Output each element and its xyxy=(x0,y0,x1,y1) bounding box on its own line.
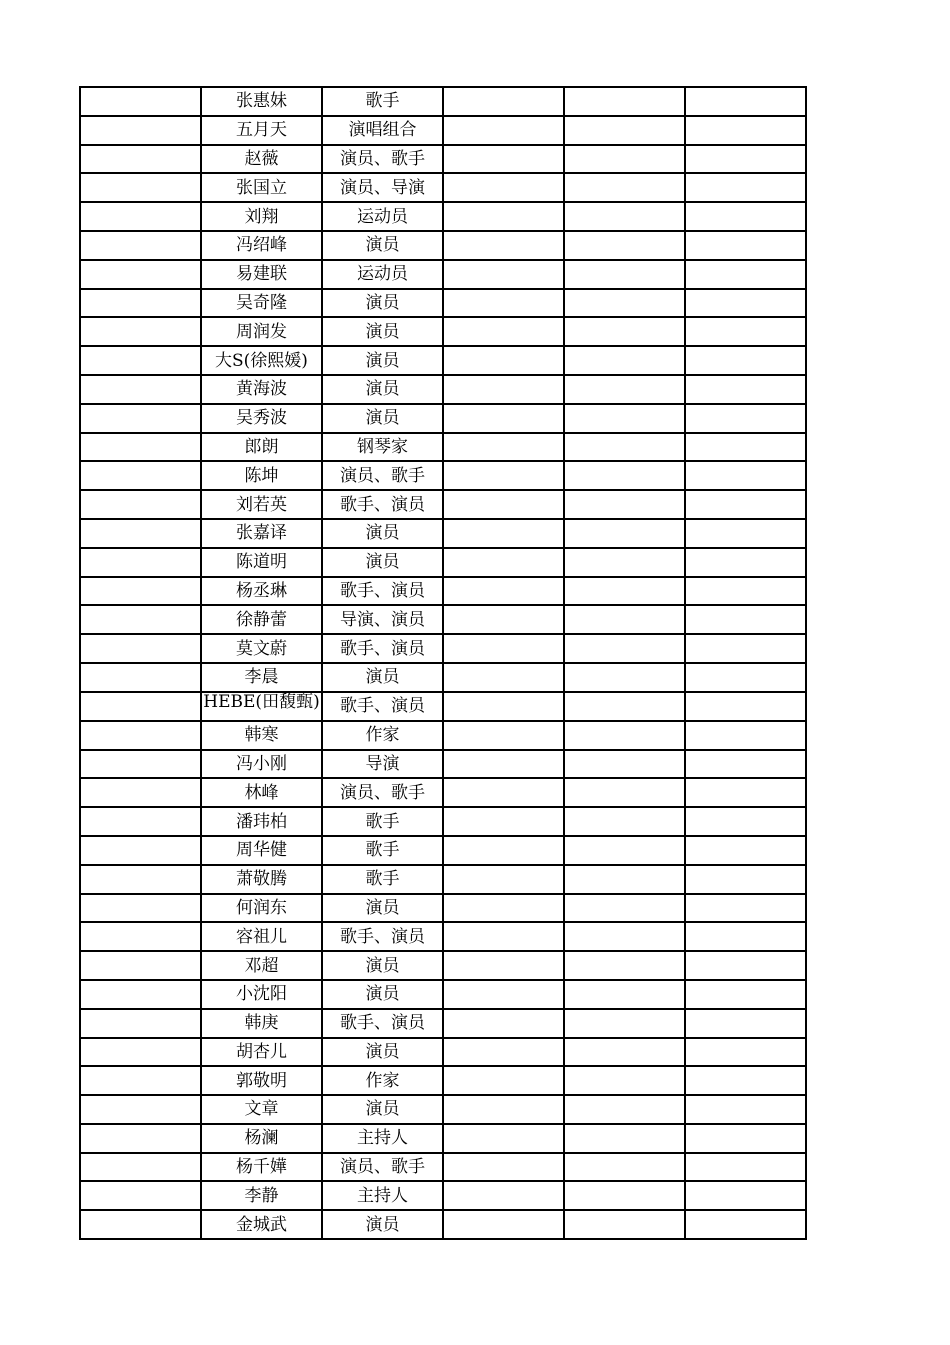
empty-cell[interactable] xyxy=(443,260,564,289)
empty-cell[interactable] xyxy=(443,1038,564,1067)
empty-cell[interactable] xyxy=(564,317,685,346)
empty-cell[interactable] xyxy=(80,807,201,836)
empty-cell[interactable] xyxy=(685,663,806,692)
table-row xyxy=(80,1210,806,1239)
empty-cell[interactable] xyxy=(564,548,685,577)
empty-cell[interactable] xyxy=(685,980,806,1009)
empty-cell[interactable] xyxy=(564,1095,685,1124)
empty-cell[interactable] xyxy=(443,433,564,462)
name-cell[interactable]: 周润发 xyxy=(201,317,322,346)
empty-cell[interactable] xyxy=(685,346,806,375)
empty-cell[interactable] xyxy=(80,1009,201,1038)
empty-cell[interactable] xyxy=(564,433,685,462)
empty-cell[interactable] xyxy=(80,145,201,174)
empty-cell[interactable] xyxy=(443,87,564,116)
empty-cell[interactable] xyxy=(564,663,685,692)
table-row xyxy=(80,548,806,577)
name-cell[interactable]: 冯小刚 xyxy=(201,750,322,779)
table-row xyxy=(80,750,806,779)
empty-cell[interactable] xyxy=(80,865,201,894)
empty-cell[interactable] xyxy=(80,692,201,721)
table-row xyxy=(80,289,806,318)
name-cell[interactable]: 吴秀波 xyxy=(201,404,322,433)
occupation-cell[interactable]: 导演 xyxy=(322,750,443,779)
table-row xyxy=(80,865,806,894)
empty-cell[interactable] xyxy=(685,922,806,951)
empty-cell[interactable] xyxy=(685,750,806,779)
empty-cell[interactable] xyxy=(564,634,685,663)
table-row xyxy=(80,202,806,231)
occupation-cell[interactable]: 演员 xyxy=(322,346,443,375)
empty-cell[interactable] xyxy=(564,836,685,865)
table-row xyxy=(80,692,806,721)
table-row xyxy=(80,663,806,692)
empty-cell[interactable] xyxy=(443,865,564,894)
table-row xyxy=(80,433,806,462)
empty-cell[interactable] xyxy=(443,461,564,490)
occupation-cell[interactable]: 演员、歌手 xyxy=(322,778,443,807)
table-row xyxy=(80,231,806,260)
occupation-cell[interactable]: 歌手、演员 xyxy=(322,922,443,951)
occupation-cell[interactable]: 歌手、演员 xyxy=(322,490,443,519)
empty-cell[interactable] xyxy=(685,145,806,174)
table-row xyxy=(80,1153,806,1182)
empty-cell[interactable] xyxy=(685,116,806,145)
name-cell[interactable]: 黄海波 xyxy=(201,375,322,404)
empty-cell[interactable] xyxy=(80,375,201,404)
empty-cell[interactable] xyxy=(685,778,806,807)
empty-cell[interactable] xyxy=(564,980,685,1009)
empty-cell[interactable] xyxy=(80,490,201,519)
empty-cell[interactable] xyxy=(685,865,806,894)
empty-cell[interactable] xyxy=(564,260,685,289)
occupation-cell[interactable]: 演员、歌手 xyxy=(322,461,443,490)
empty-cell[interactable] xyxy=(564,605,685,634)
empty-cell[interactable] xyxy=(80,663,201,692)
occupation-cell[interactable]: 歌手、演员 xyxy=(322,1009,443,1038)
empty-cell[interactable] xyxy=(443,519,564,548)
occupation-cell[interactable]: 歌手 xyxy=(322,865,443,894)
empty-cell[interactable] xyxy=(685,1124,806,1153)
table-row xyxy=(80,951,806,980)
empty-cell[interactable] xyxy=(564,1210,685,1239)
empty-cell[interactable] xyxy=(80,173,201,202)
empty-cell[interactable] xyxy=(443,116,564,145)
table-row xyxy=(80,87,806,116)
empty-cell[interactable] xyxy=(443,980,564,1009)
name-cell[interactable]: 郎朗 xyxy=(201,433,322,462)
occupation-cell[interactable]: 运动员 xyxy=(322,202,443,231)
empty-cell[interactable] xyxy=(443,836,564,865)
empty-cell[interactable] xyxy=(80,317,201,346)
empty-cell[interactable] xyxy=(443,721,564,750)
name-cell[interactable]: 韩庚 xyxy=(201,1009,322,1038)
name-cell[interactable]: 潘玮柏 xyxy=(201,807,322,836)
empty-cell[interactable] xyxy=(564,1066,685,1095)
table-row xyxy=(80,173,806,202)
empty-cell[interactable] xyxy=(685,173,806,202)
empty-cell[interactable] xyxy=(80,1095,201,1124)
name-cell[interactable]: 大S(徐熙媛) xyxy=(201,346,322,375)
empty-cell[interactable] xyxy=(443,605,564,634)
empty-cell[interactable] xyxy=(80,951,201,980)
table-row xyxy=(80,634,806,663)
name-cell[interactable]: 何润东 xyxy=(201,894,322,923)
empty-cell[interactable] xyxy=(685,1009,806,1038)
occupation-cell[interactable]: 演员 xyxy=(322,980,443,1009)
empty-cell[interactable] xyxy=(685,1210,806,1239)
table-row xyxy=(80,145,806,174)
empty-cell[interactable] xyxy=(443,577,564,606)
empty-cell[interactable] xyxy=(564,692,685,721)
empty-cell[interactable] xyxy=(685,721,806,750)
occupation-cell[interactable]: 演员 xyxy=(322,663,443,692)
empty-cell[interactable] xyxy=(443,1009,564,1038)
table-row xyxy=(80,605,806,634)
occupation-cell[interactable]: 演员 xyxy=(322,317,443,346)
occupation-cell[interactable]: 演员、歌手 xyxy=(322,145,443,174)
empty-cell[interactable] xyxy=(443,692,564,721)
empty-cell[interactable] xyxy=(443,894,564,923)
name-cell[interactable]: 张嘉译 xyxy=(201,519,322,548)
empty-cell[interactable] xyxy=(685,404,806,433)
occupation-cell[interactable]: 歌手 xyxy=(322,87,443,116)
name-cell[interactable]: 文章 xyxy=(201,1095,322,1124)
empty-cell[interactable] xyxy=(564,116,685,145)
empty-cell[interactable] xyxy=(80,980,201,1009)
empty-cell[interactable] xyxy=(443,404,564,433)
name-cell[interactable]: 杨千嬅 xyxy=(201,1153,322,1182)
empty-cell[interactable] xyxy=(80,750,201,779)
occupation-cell[interactable]: 歌手 xyxy=(322,807,443,836)
empty-cell[interactable] xyxy=(80,1066,201,1095)
empty-cell[interactable] xyxy=(564,87,685,116)
table-row xyxy=(80,1095,806,1124)
empty-cell[interactable] xyxy=(564,404,685,433)
empty-cell[interactable] xyxy=(685,461,806,490)
empty-cell[interactable] xyxy=(443,490,564,519)
empty-cell[interactable] xyxy=(685,1066,806,1095)
empty-cell[interactable] xyxy=(564,461,685,490)
table-row xyxy=(80,577,806,606)
empty-cell[interactable] xyxy=(564,1153,685,1182)
empty-cell[interactable] xyxy=(80,778,201,807)
name-cell[interactable]: 刘翔 xyxy=(201,202,322,231)
empty-cell[interactable] xyxy=(685,1181,806,1210)
name-cell[interactable]: 胡杏儿 xyxy=(201,1038,322,1067)
occupation-cell[interactable]: 演唱组合 xyxy=(322,116,443,145)
occupation-cell[interactable]: 导演、演员 xyxy=(322,605,443,634)
empty-cell[interactable] xyxy=(564,173,685,202)
name-cell[interactable]: 刘若英 xyxy=(201,490,322,519)
table-row xyxy=(80,980,806,1009)
empty-cell[interactable] xyxy=(685,577,806,606)
table-row xyxy=(80,1066,806,1095)
empty-cell[interactable] xyxy=(443,548,564,577)
empty-cell[interactable] xyxy=(443,1153,564,1182)
empty-cell[interactable] xyxy=(80,1181,201,1210)
name-cell[interactable]: 周华健 xyxy=(201,836,322,865)
name-cell[interactable]: 赵薇 xyxy=(201,145,322,174)
empty-cell[interactable] xyxy=(564,346,685,375)
table-row xyxy=(80,894,806,923)
empty-cell[interactable] xyxy=(564,1181,685,1210)
empty-cell[interactable] xyxy=(80,346,201,375)
empty-cell[interactable] xyxy=(685,692,806,721)
table-row xyxy=(80,1009,806,1038)
empty-cell[interactable] xyxy=(564,577,685,606)
table-row xyxy=(80,375,806,404)
empty-cell[interactable] xyxy=(443,1066,564,1095)
name-cell[interactable]: 郭敬明 xyxy=(201,1066,322,1095)
empty-cell[interactable] xyxy=(564,375,685,404)
table-row xyxy=(80,317,806,346)
name-cell[interactable]: 吴奇隆 xyxy=(201,289,322,318)
table-row xyxy=(80,404,806,433)
empty-cell[interactable] xyxy=(685,375,806,404)
empty-cell[interactable] xyxy=(564,865,685,894)
name-cell[interactable]: 易建联 xyxy=(201,260,322,289)
occupation-cell[interactable]: 主持人 xyxy=(322,1124,443,1153)
empty-cell[interactable] xyxy=(80,836,201,865)
empty-cell[interactable] xyxy=(685,1038,806,1067)
empty-cell[interactable] xyxy=(564,202,685,231)
table-row xyxy=(80,721,806,750)
empty-cell[interactable] xyxy=(80,289,201,318)
empty-cell[interactable] xyxy=(443,634,564,663)
empty-cell[interactable] xyxy=(685,605,806,634)
empty-cell[interactable] xyxy=(80,404,201,433)
empty-cell[interactable] xyxy=(564,289,685,318)
empty-cell[interactable] xyxy=(443,778,564,807)
empty-cell[interactable] xyxy=(443,317,564,346)
empty-cell[interactable] xyxy=(685,289,806,318)
empty-cell[interactable] xyxy=(443,1181,564,1210)
empty-cell[interactable] xyxy=(564,1038,685,1067)
empty-cell[interactable] xyxy=(685,260,806,289)
name-cell[interactable]: 五月天 xyxy=(201,116,322,145)
empty-cell[interactable] xyxy=(80,231,201,260)
empty-cell[interactable] xyxy=(685,1095,806,1124)
empty-cell[interactable] xyxy=(80,577,201,606)
occupation-cell[interactable]: 演员 xyxy=(322,951,443,980)
empty-cell[interactable] xyxy=(80,1153,201,1182)
occupation-cell[interactable]: 演员、导演 xyxy=(322,173,443,202)
empty-cell[interactable] xyxy=(80,1124,201,1153)
occupation-cell[interactable]: 演员 xyxy=(322,1038,443,1067)
table-body xyxy=(80,87,806,1239)
empty-cell[interactable] xyxy=(685,519,806,548)
occupation-cell[interactable]: 主持人 xyxy=(322,1181,443,1210)
name-cell[interactable]: 张国立 xyxy=(201,173,322,202)
occupation-cell[interactable]: 演员 xyxy=(322,1095,443,1124)
empty-cell[interactable] xyxy=(443,951,564,980)
name-cell[interactable]: 杨澜 xyxy=(201,1124,322,1153)
occupation-cell[interactable]: 演员 xyxy=(322,519,443,548)
empty-cell[interactable] xyxy=(564,721,685,750)
empty-cell[interactable] xyxy=(80,634,201,663)
empty-cell[interactable] xyxy=(685,894,806,923)
empty-cell[interactable] xyxy=(443,1210,564,1239)
name-cell[interactable]: 小沈阳 xyxy=(201,980,322,1009)
empty-cell[interactable] xyxy=(443,807,564,836)
empty-cell[interactable] xyxy=(80,1210,201,1239)
occupation-cell[interactable]: 作家 xyxy=(322,1066,443,1095)
empty-cell[interactable] xyxy=(564,922,685,951)
empty-cell[interactable] xyxy=(443,922,564,951)
empty-cell[interactable] xyxy=(80,922,201,951)
empty-cell[interactable] xyxy=(564,894,685,923)
occupation-cell[interactable]: 歌手 xyxy=(322,836,443,865)
occupation-cell[interactable]: 运动员 xyxy=(322,260,443,289)
empty-cell[interactable] xyxy=(564,490,685,519)
name-cell[interactable]: 金城武 xyxy=(201,1210,322,1239)
empty-cell[interactable] xyxy=(80,202,201,231)
table-row xyxy=(80,922,806,951)
empty-cell[interactable] xyxy=(564,750,685,779)
occupation-cell[interactable]: 歌手、演员 xyxy=(322,692,443,721)
empty-cell[interactable] xyxy=(564,951,685,980)
empty-cell[interactable] xyxy=(443,1095,564,1124)
occupation-cell[interactable]: 歌手、演员 xyxy=(322,634,443,663)
empty-cell[interactable] xyxy=(443,663,564,692)
name-cell[interactable]: 徐静蕾 xyxy=(201,605,322,634)
table-row xyxy=(80,519,806,548)
empty-cell[interactable] xyxy=(80,721,201,750)
empty-cell[interactable] xyxy=(685,490,806,519)
empty-cell[interactable] xyxy=(80,548,201,577)
table-row xyxy=(80,461,806,490)
table-row xyxy=(80,1124,806,1153)
occupation-cell[interactable]: 歌手、演员 xyxy=(322,577,443,606)
empty-cell[interactable] xyxy=(443,202,564,231)
table-row xyxy=(80,346,806,375)
empty-cell[interactable] xyxy=(80,1038,201,1067)
name-cell[interactable]: 萧敬腾 xyxy=(201,865,322,894)
empty-cell[interactable] xyxy=(685,433,806,462)
empty-cell[interactable] xyxy=(443,750,564,779)
empty-cell[interactable] xyxy=(685,634,806,663)
table-row xyxy=(80,807,806,836)
table-row xyxy=(80,490,806,519)
empty-cell[interactable] xyxy=(443,145,564,174)
empty-cell[interactable] xyxy=(80,260,201,289)
occupation-cell[interactable]: 演员、歌手 xyxy=(322,1153,443,1182)
empty-cell[interactable] xyxy=(564,231,685,260)
empty-cell[interactable] xyxy=(443,1124,564,1153)
table-row xyxy=(80,1181,806,1210)
table-row xyxy=(80,116,806,145)
empty-cell[interactable] xyxy=(564,1124,685,1153)
name-cell[interactable]: HEBE(田馥甄) xyxy=(201,692,322,721)
occupation-cell[interactable]: 演员 xyxy=(322,404,443,433)
empty-cell[interactable] xyxy=(564,778,685,807)
table-row xyxy=(80,778,806,807)
table-row xyxy=(80,1038,806,1067)
empty-cell[interactable] xyxy=(80,894,201,923)
empty-cell[interactable] xyxy=(685,1153,806,1182)
empty-cell[interactable] xyxy=(685,836,806,865)
empty-cell[interactable] xyxy=(685,548,806,577)
spreadsheet-table xyxy=(79,86,807,1240)
name-cell[interactable]: 陈道明 xyxy=(201,548,322,577)
empty-cell[interactable] xyxy=(685,231,806,260)
name-cell[interactable]: 林峰 xyxy=(201,778,322,807)
empty-cell[interactable] xyxy=(80,87,201,116)
empty-cell[interactable] xyxy=(80,461,201,490)
empty-cell[interactable] xyxy=(80,605,201,634)
empty-cell[interactable] xyxy=(685,317,806,346)
occupation-cell[interactable]: 演员 xyxy=(322,231,443,260)
name-cell[interactable]: 冯绍峰 xyxy=(201,231,322,260)
empty-cell[interactable] xyxy=(443,346,564,375)
name-cell[interactable]: 李静 xyxy=(201,1181,322,1210)
empty-cell[interactable] xyxy=(685,951,806,980)
empty-cell[interactable] xyxy=(564,519,685,548)
name-cell[interactable]: 李晨 xyxy=(201,663,322,692)
name-cell[interactable]: 容祖儿 xyxy=(201,922,322,951)
empty-cell[interactable] xyxy=(443,231,564,260)
empty-cell[interactable] xyxy=(80,116,201,145)
occupation-cell[interactable]: 演员 xyxy=(322,375,443,404)
empty-cell[interactable] xyxy=(443,173,564,202)
empty-cell[interactable] xyxy=(564,807,685,836)
occupation-cell[interactable]: 演员 xyxy=(322,548,443,577)
occupation-cell[interactable]: 演员 xyxy=(322,289,443,318)
name-cell[interactable]: 莫文蔚 xyxy=(201,634,322,663)
empty-cell[interactable] xyxy=(685,202,806,231)
name-cell[interactable]: 邓超 xyxy=(201,951,322,980)
empty-cell[interactable] xyxy=(685,87,806,116)
empty-cell[interactable] xyxy=(443,289,564,318)
empty-cell[interactable] xyxy=(564,145,685,174)
table-row xyxy=(80,836,806,865)
occupation-cell[interactable]: 演员 xyxy=(322,894,443,923)
empty-cell[interactable] xyxy=(80,433,201,462)
name-cell[interactable]: 陈坤 xyxy=(201,461,322,490)
empty-cell[interactable] xyxy=(564,1009,685,1038)
empty-cell[interactable] xyxy=(80,519,201,548)
name-cell[interactable]: 韩寒 xyxy=(201,721,322,750)
occupation-cell[interactable]: 作家 xyxy=(322,721,443,750)
name-cell[interactable]: 张惠妹 xyxy=(201,87,322,116)
occupation-cell[interactable]: 钢琴家 xyxy=(322,433,443,462)
table-row xyxy=(80,260,806,289)
empty-cell[interactable] xyxy=(443,375,564,404)
empty-cell[interactable] xyxy=(685,807,806,836)
occupation-cell[interactable]: 演员 xyxy=(322,1210,443,1239)
name-cell[interactable]: 杨丞琳 xyxy=(201,577,322,606)
